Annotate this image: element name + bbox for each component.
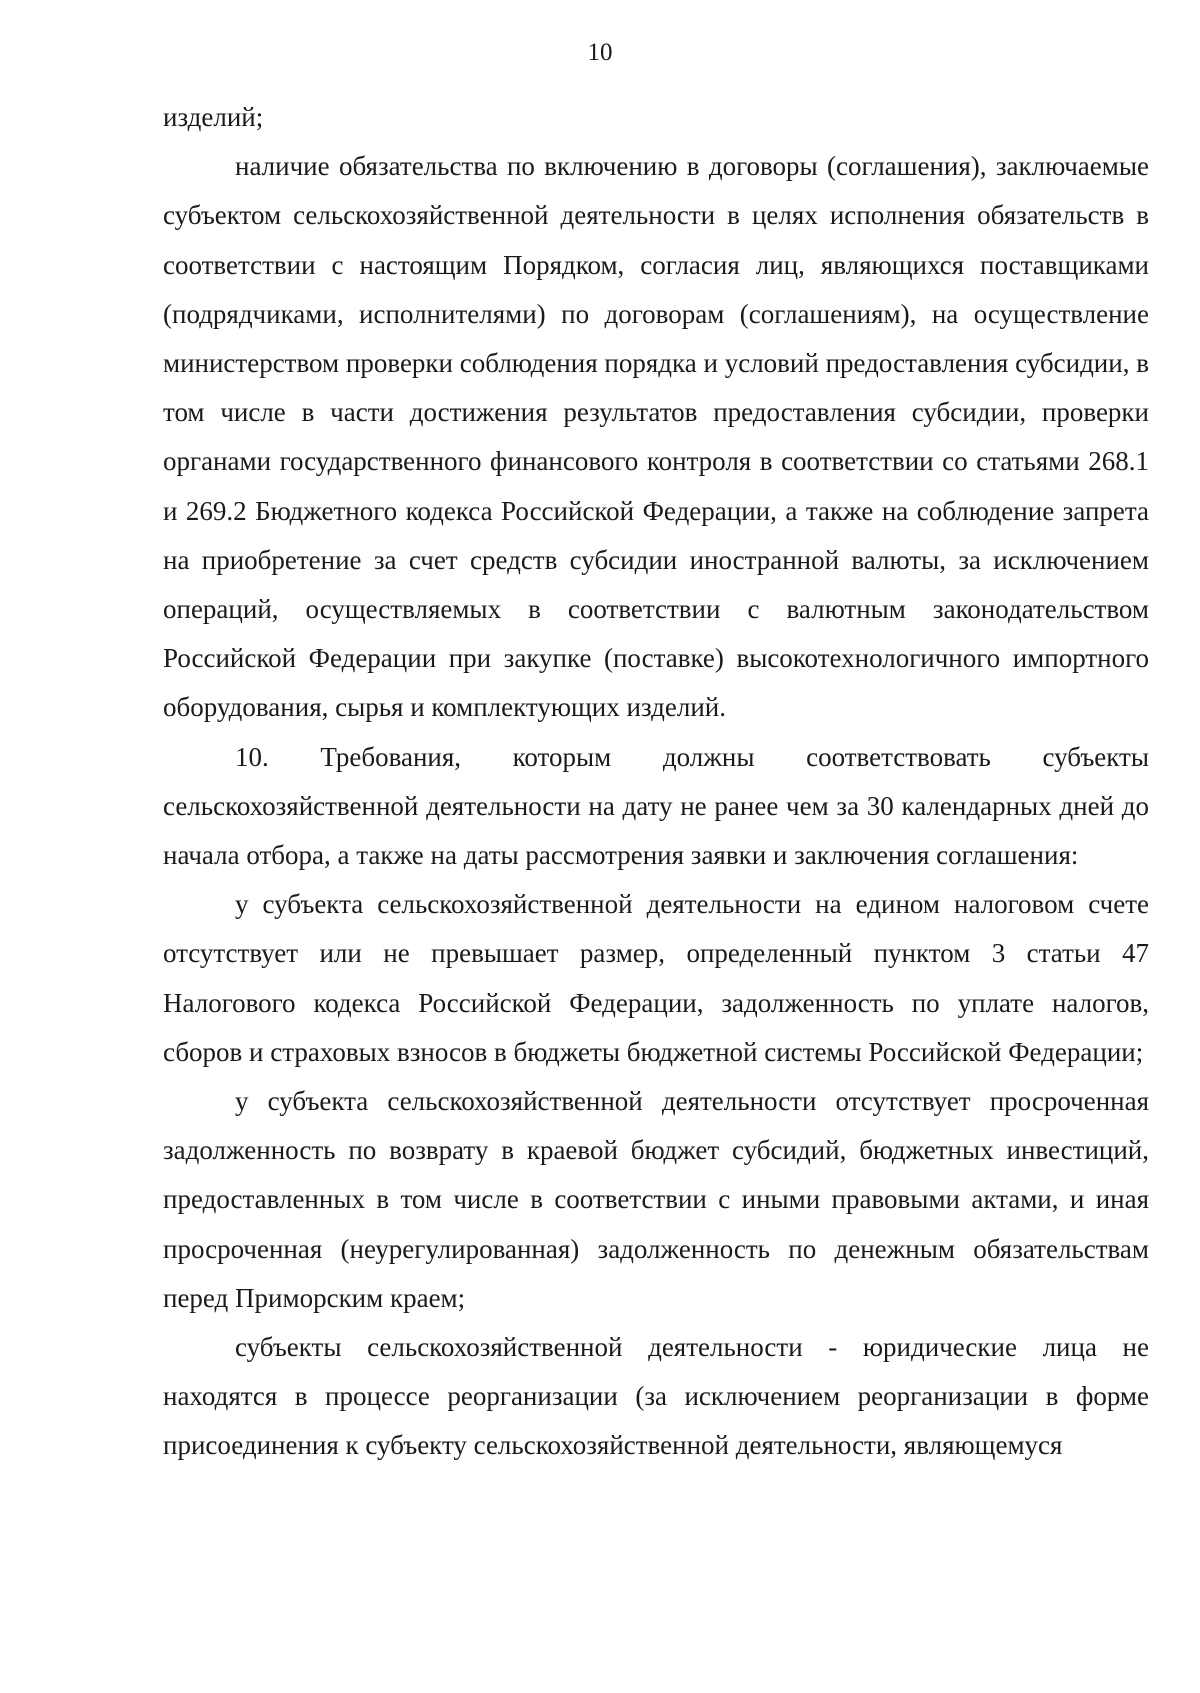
paragraph-section-10: 10. Требования, которым должны соответствовать субъекты сельскохозяйственной деятельности на дату не ранее чем за 30 календарных дней до начала отбора, а также на даты рассмотрения заявки и заключения соглашения: [163,741,1149,871]
paragraph-overdue-debt: у субъекта сельскохозяйственной деятельности отсутствует просроченная задолженность по возврату в краевой бюджет субсидий, бюджетных инвестиций, предоставленных в том числе в соответствии с иными правовыми актами, и иная просроченная (неурегулированная) задолженность по денежным обязательствам перед Приморским краем; [163,1086,1149,1313]
paragraph-reorganization: субъекты сельскохозяйственной деятельности - юридические лица не находятся в процессе реорганизации (за исключением реорганизации в форме присоединения к субъекту сельскохозяйственной деятельности, являющемуся [163,1332,1149,1461]
paragraph-tax-debt: у субъекта сельскохозяйственной деятельности на едином налоговом счете отсутствует или не превышает размер, определенный пунктом 3 статьи 47 Налогового кодекса Российской Федерации, задолженность по уплате налогов, сборов и страховых взносов в бюджеты бюджетной системы Российской Федерации; [163,889,1149,1067]
page-number: 10 [587,39,613,66]
paragraph-continuation: изделий; [163,102,264,132]
document-body [163,93,1149,1471]
paragraph-obligation-clause: наличие обязательства по включению в договоры (соглашения), заключаемые субъектом сельскохозяйственной деятельности в целях исполнения обязательств в соответствии с настоящим Порядком, согласия лиц, являющихся поставщиками (подрядчиками, исполнителями) по договорам (соглашениям), на осуществление министерством проверки соблюдения порядка и условий предоставления субсидии, в том числе в части достижения результатов предоставления субсидии, проверки органами государственного финансового контроля в соответствии со статьями 268.1 и 269.2 Бюджетного кодекса Российской Федерации, а также на соблюдение запрета на приобретение за счет средств субсидии иностранной валюты, за исключением операций, осуществляемых в соответствии с валютным законодательством Российской Федерации при закупке (поставке) высокотехнологичного импортного оборудования, сырья и комплектующих изделий. [163,151,1149,723]
